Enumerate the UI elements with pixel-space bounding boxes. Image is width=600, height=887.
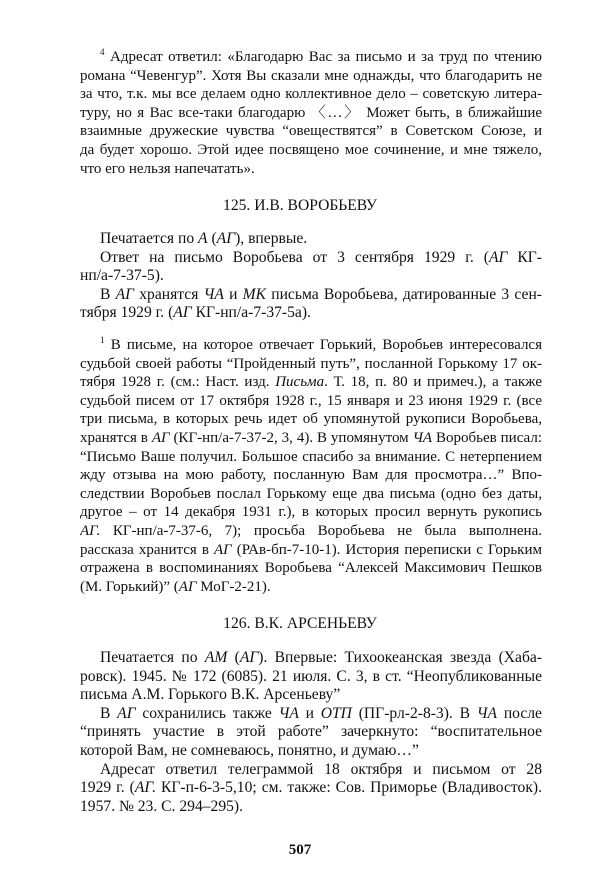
text-span: и (298, 704, 321, 722)
footnote-marker: 1 (100, 336, 105, 345)
footnote-line (80, 485, 542, 504)
paragraph-line (100, 760, 542, 779)
text-span: МоГ-2-21). (196, 578, 271, 595)
italic-abbrev: ЧА (476, 704, 498, 722)
text-span: Адресат ответил телеграммой 18 октября и письмом от 28 (100, 760, 542, 778)
text-span: “принять участие в этой работе” зачеркнуто: “воспитательное (80, 723, 542, 741)
text-span: которой Вам, не сомневаюсь, понятно, и думаю…” (80, 742, 419, 759)
text-span: (ПГ-рл-2-8-3). В (351, 704, 477, 722)
footnote-line (80, 559, 542, 578)
italic-abbrev: АГ. (80, 523, 101, 539)
paragraph-line (80, 266, 542, 285)
italic-abbrev: МК (242, 285, 267, 303)
text-span: романа “Чевенгур”. Хотя Вы сказали мне однажды, что благодарить не (80, 67, 542, 84)
footnote-line (80, 122, 542, 141)
section-heading: 125. И.В. ВОРОБЬЕВУ (223, 197, 377, 214)
paragraph-line (80, 741, 542, 760)
paragraph-line (100, 285, 542, 304)
text-span: 1957. № 23. С. 294–295). (80, 797, 244, 815)
footnote-line (80, 503, 542, 522)
text-span: письма А.М. Горького В.К. Арсеньеву” (80, 686, 341, 704)
footnote-line (80, 466, 542, 485)
text-span: (М. Горький)” ( (80, 578, 179, 595)
footnote-line (100, 48, 542, 67)
text-span: тября 1929 г. ( (80, 304, 174, 322)
text-span: (КГ-нп/а-7-37-2, 3, 4). В упомянутом (169, 430, 413, 446)
text-span: судьбой писем от 17 октября 1928 г., 15 января и 23 июня 1929 г. (все (80, 392, 542, 409)
paragraph-line (100, 248, 542, 267)
text-span: судьбой своей работы “Пройденный путь”, посланной Горькому 17 ок- (80, 355, 542, 372)
italic-abbrev: Письма (275, 374, 325, 391)
page-number: 507 (288, 842, 312, 858)
footnote-line (80, 410, 542, 429)
text-span: следствии Воробьев послал Горькому еще два письма (одно без даты, (80, 485, 542, 502)
footnote-line (80, 373, 542, 392)
section-heading: 126. В.К. АРСЕНЬЕВУ (223, 615, 377, 632)
footnote-line (80, 392, 542, 411)
footnote-line (80, 429, 542, 448)
text-span: . Т. 18, п. 80 и примеч.), а также (324, 374, 542, 391)
text-span: ровск). 1945. № 172 (6085). 21 июля. С. 3, в ст. “Неопубликованные (80, 667, 542, 685)
text-span: КГ-нп/а-7-37-5а). (191, 304, 311, 322)
text-span: другое – от 14 декабря 1931 г.), в которых просил вернуть рукопись (80, 504, 542, 521)
italic-abbrev: АГ (488, 248, 508, 266)
text-span: за что, т.к. мы все делаем одно коллективное дело – советскую литера- (80, 86, 542, 103)
text-span: отражена в воспоминаниях Воробьева “Алексей Максимович Пешков (80, 560, 542, 577)
text-span: (РАв-бп-7-10-1). История переписки с Горьким (231, 541, 542, 558)
footnote-line (100, 336, 542, 355)
text-span: 1929 г. ( (80, 779, 135, 797)
italic-abbrev: ЧА (203, 285, 224, 303)
text-span: тября 1928 г. (см.: Наст. изд. (80, 374, 276, 391)
text-span: и (223, 285, 243, 303)
text-span: КГ- (507, 248, 542, 266)
text-span: Печатается по (100, 230, 199, 247)
paragraph-line (80, 667, 542, 686)
footnote-line (80, 578, 542, 597)
footnote-line (80, 85, 542, 104)
italic-abbrev: ОТП (320, 704, 352, 722)
text-span: ( (207, 230, 217, 247)
footnote-line (80, 448, 542, 467)
footnote-line (80, 522, 542, 541)
paragraph-line (100, 229, 542, 248)
text-span: хранятся в (80, 430, 152, 446)
text-span: КГ-п-6-3-5,10; см. также: Сов. Приморье (Владивосток). (156, 779, 542, 797)
text-span: Адресат ответил: «Благодарю Вас за письмо и за труд по чтению (104, 49, 542, 65)
text-span: рассказа хранится в (80, 541, 215, 558)
paragraph-line (100, 648, 542, 667)
paragraph-line (80, 303, 542, 322)
text-span: письма Воробьева, датированные 3 сен- (266, 285, 542, 303)
paragraph-line (80, 797, 542, 816)
text-span: В (100, 285, 116, 303)
text-span: хранятся (134, 285, 204, 303)
text-span: Воробьев писал: (432, 430, 542, 446)
text-span: ( (227, 649, 240, 666)
text-span: ). Впервые: Тихоокеанская звезда (Хаба- (258, 649, 542, 666)
italic-abbrev: АГ (173, 304, 192, 322)
footnote-line (80, 355, 542, 374)
footnote-marker: 4 (100, 48, 105, 57)
italic-abbrev: АГ (117, 704, 136, 722)
text-span: туру, но я Вас все-таки благодарю 〈…〉 Может быть, в ближайшие (80, 104, 542, 121)
footnote-line (80, 141, 542, 160)
text-span: взаимные дружеские чувства “овеществятся” в Советском Союзе, и (80, 123, 542, 140)
footnote-line (80, 541, 542, 560)
italic-abbrev: ЧА (278, 704, 299, 722)
text-span: три письма, в которых речь идет об упомянутой рукописи Воробьева, (80, 411, 542, 428)
text-span: КГ-нп/а-7-37-6, 7); просьба Воробьева не была выполнена. (112, 523, 542, 539)
text-span: ), впервые. (235, 230, 308, 247)
text-span: Печатается по (100, 649, 205, 666)
paragraph-line (80, 685, 542, 704)
text-span: В (100, 704, 118, 722)
text-span: В письме, на которое отвечает Горький, Воробьев интересовался (104, 337, 542, 353)
text-span: сохранились также (135, 704, 279, 722)
paragraph-line (80, 778, 542, 797)
footnote-line (80, 67, 542, 86)
footnote-line (80, 104, 542, 123)
text-span: “Письмо Ваше получил. Большое спасибо за внимание. С нетерпением (80, 448, 542, 465)
italic-abbrev: АГ (115, 285, 135, 303)
italic-abbrev: АГ (151, 430, 170, 446)
italic-abbrev: АГ (178, 578, 197, 595)
italic-abbrev: А (198, 230, 208, 247)
italic-abbrev: АМ (204, 649, 228, 666)
paragraph-line (100, 704, 542, 723)
paragraph-line (80, 722, 542, 741)
text-span: да будет хорошо. Этой идее посвящено мое сочинение, и мне тяжело, (80, 142, 542, 158)
text-span: жду отзыва на мою работу, посланную Вам для просмотра…” Впо- (80, 467, 542, 484)
text-span: нп/а-7-37-5). (80, 267, 164, 285)
text-span: после (503, 704, 542, 722)
text-span: Ответ на письмо Воробьева от 3 сентября 1929 г. ( (100, 248, 489, 266)
italic-abbrev: АГ (239, 649, 259, 666)
italic-abbrev: АГ. (134, 779, 156, 797)
italic-abbrev: ЧА (412, 430, 433, 446)
text-span: что его нельзя напечатать». (80, 160, 255, 177)
italic-abbrev: АГ (216, 230, 236, 247)
footnote-line (80, 160, 542, 179)
italic-abbrev: АГ (214, 541, 232, 558)
